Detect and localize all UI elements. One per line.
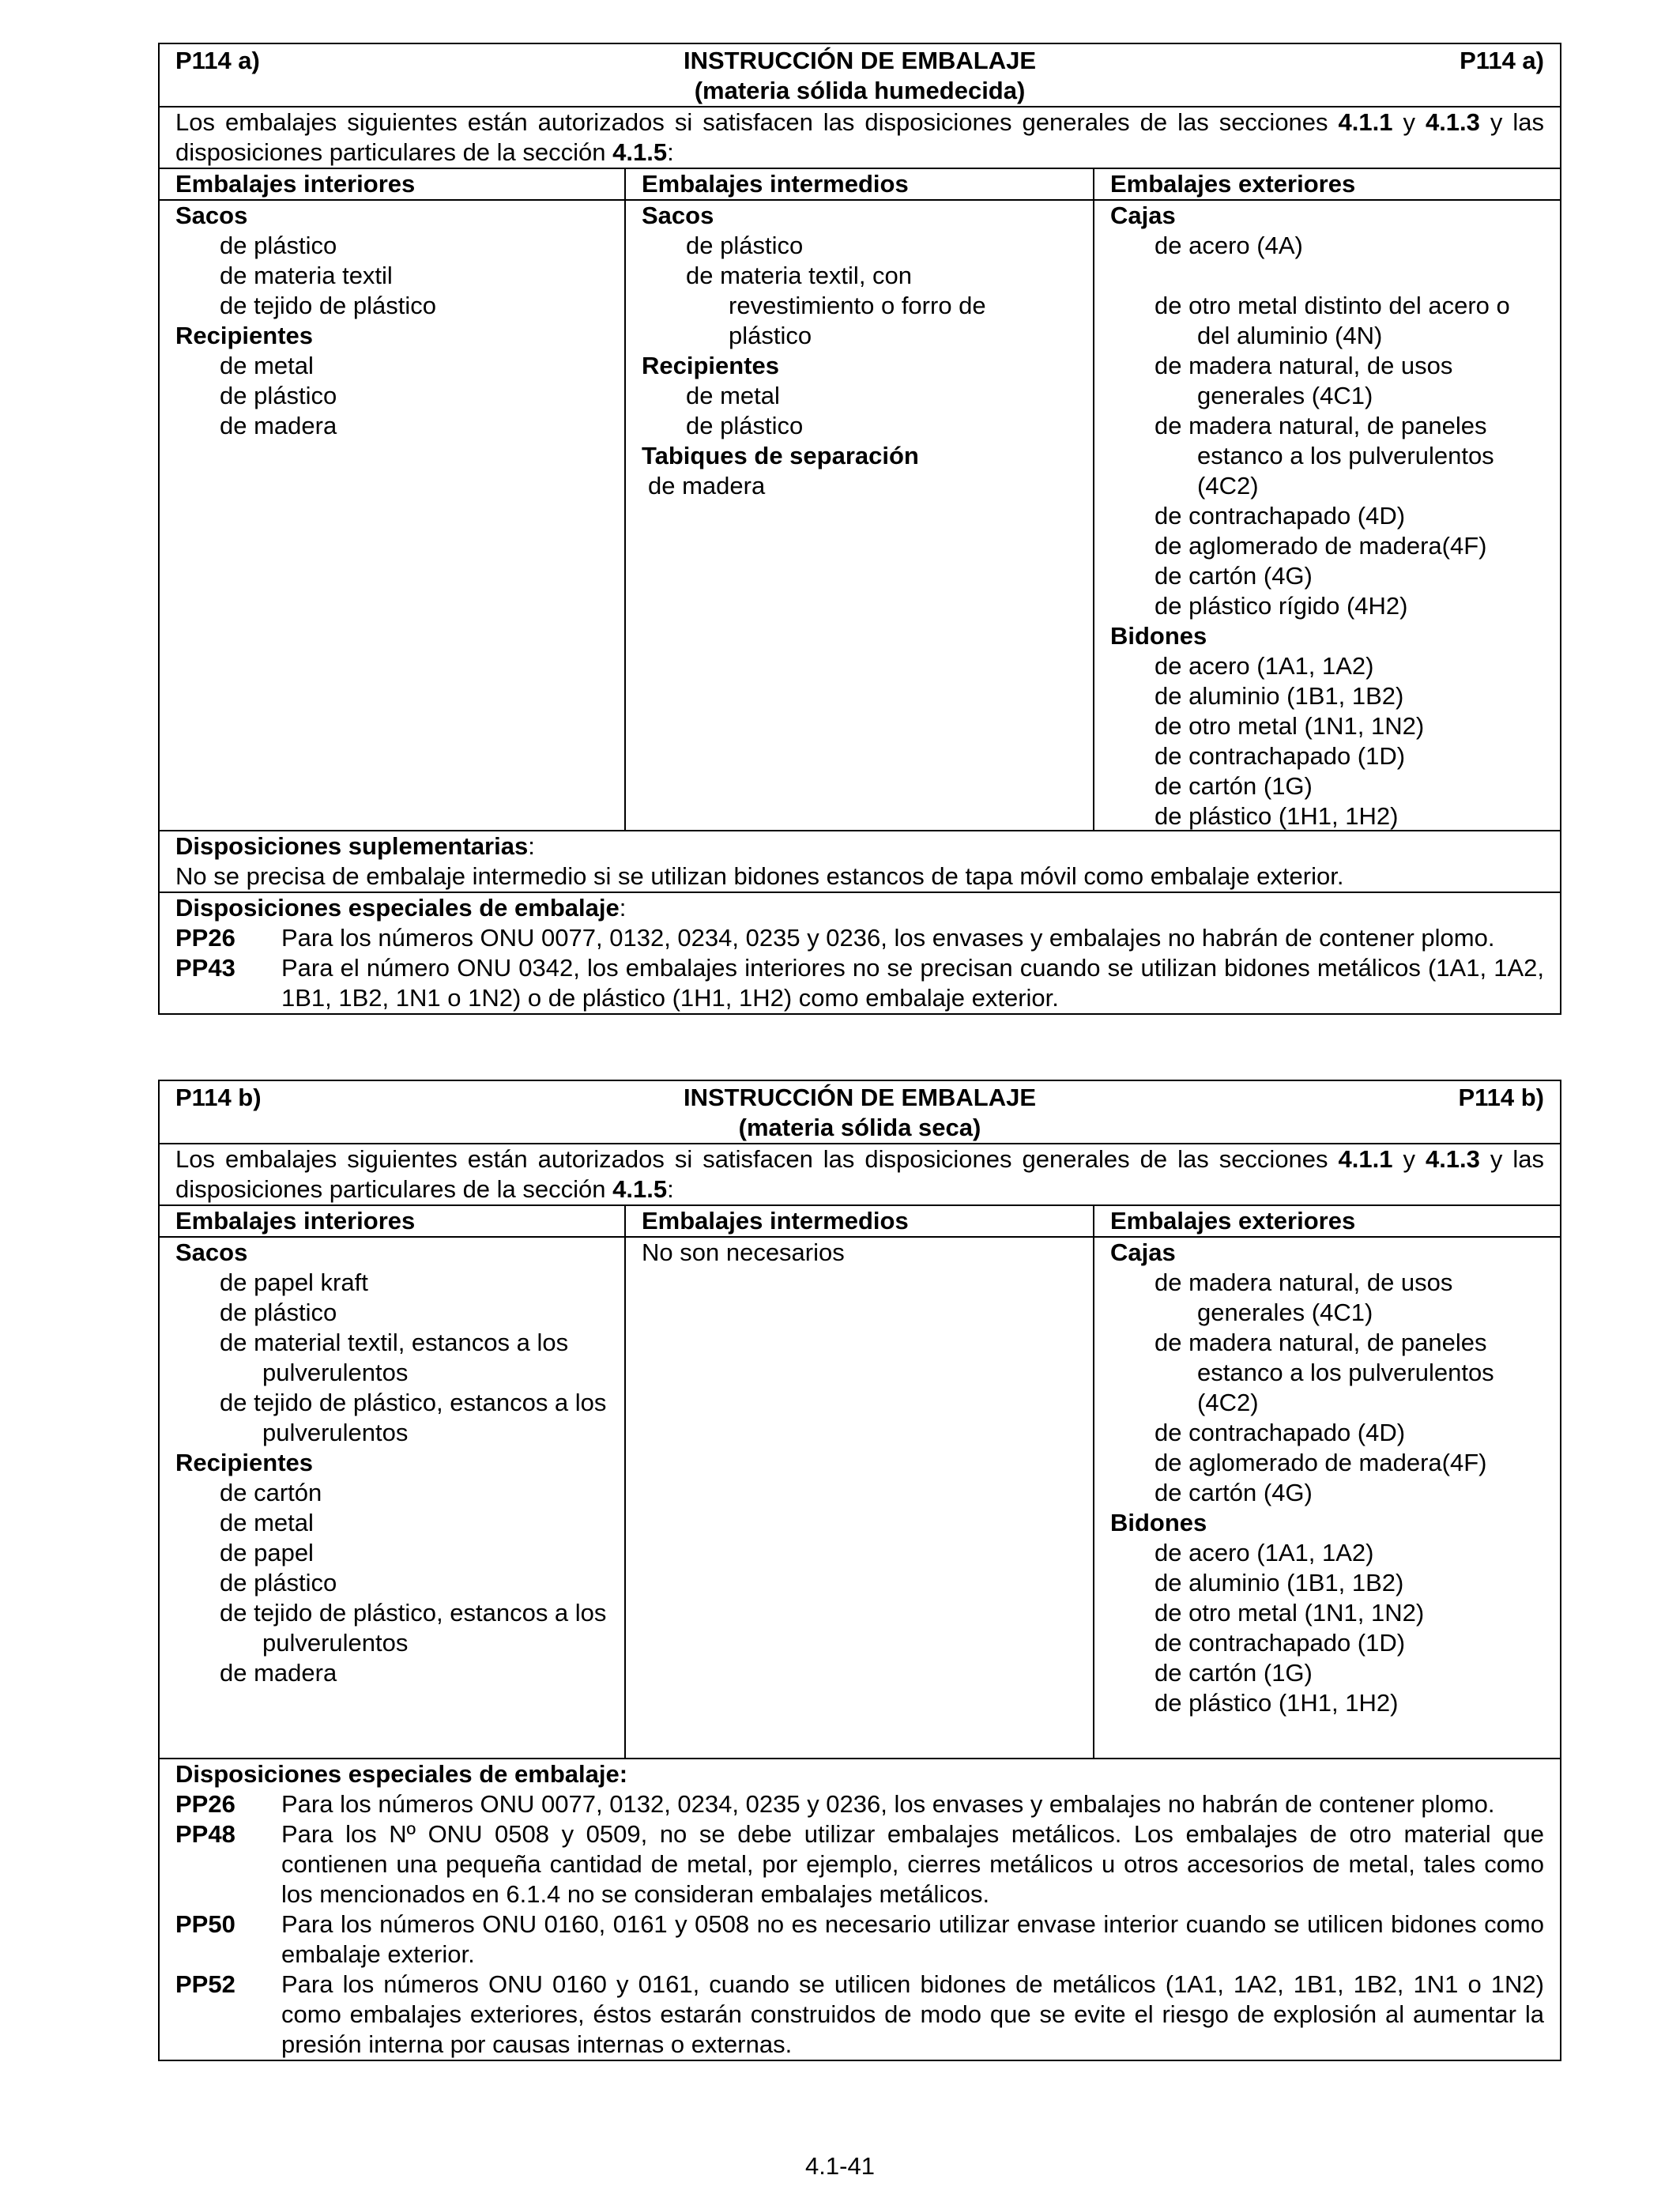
list-item: de metal (686, 382, 780, 409)
list-item: de madera (648, 472, 766, 499)
list-item-continuation: plástico (729, 322, 812, 349)
category-heading: Cajas (1110, 1238, 1176, 1266)
list-item: de papel (220, 1539, 314, 1566)
list-item: de metal (220, 1509, 314, 1536)
section-label: Disposiciones especiales de embalaje (175, 894, 620, 922)
provision-item (175, 1819, 1544, 1909)
supplementary-text: No se precisa de embalaje intermedio si se utilizan bidones estancos de tapa móvil como embalaje exterior. (175, 862, 1344, 890)
provision-text: Para los números ONU 0077, 0132, 0234, 0235 y 0236, los envases y embalajes no habrán de contener plomo. (281, 1790, 1495, 1818)
list-item: de madera (220, 1659, 337, 1687)
provision-text: Para los números ONU 0077, 0132, 0234, 0235 y 0236, los envases y embalajes no habrán de contener plomo. (281, 924, 1495, 952)
list-item: de plástico rígido (4H2) (1155, 592, 1408, 620)
intro-text: Los embalajes siguientes están autorizados si satisfacen las disposiciones generales de las secciones (175, 108, 1339, 136)
category-heading: Recipientes (175, 1449, 314, 1476)
list-item: de cartón (4G) (1155, 562, 1313, 590)
intro-paragraph (160, 1144, 1560, 1206)
packing-instruction-p114b (158, 1080, 1561, 2061)
outer-packagings (1094, 1238, 1560, 1758)
list-item: de acero (1A1, 1A2) (1155, 1539, 1374, 1566)
provision-text: Para los números ONU 0160 y 0161, cuando se utilicen bidones de metálicos (1A1, 1A2, 1B1, 1B2, 1N1 o 1N2) como embalajes exteriores, éstos estarán construidos de modo que se evite el riesgo de explosión al aumentar la presión interna por causas internas o externas. (281, 1970, 1544, 2058)
list-item: de cartón (1G) (1155, 772, 1313, 800)
section-ref: 4.1.5 (612, 138, 668, 166)
list-item: de tejido de plástico, estancos a los pulverulentos (220, 1599, 607, 1657)
category-heading: Sacos (175, 202, 248, 229)
list-item: de acero (4A) (1155, 232, 1303, 259)
list-item: de materia textil (220, 262, 393, 289)
provision-item (175, 923, 1544, 953)
provision-code: PP50 (175, 1910, 235, 1938)
list-item: de papel kraft (220, 1269, 368, 1296)
section-ref: 4.1.5 (612, 1175, 668, 1203)
instruction-header (160, 44, 1560, 107)
provision-code: PP52 (175, 1970, 235, 1998)
list-item: de madera (220, 412, 337, 439)
col-header-inner: Embalajes interiores (160, 169, 626, 199)
provision-item (175, 1909, 1544, 1970)
instruction-code-right: P114 b) (1458, 1084, 1544, 1111)
inner-packagings (160, 201, 626, 831)
label-colon: : (619, 894, 627, 922)
intro-text: y las disposiciones particulares de la sección (175, 1145, 1544, 1203)
packaging-columns (160, 1238, 1560, 1759)
intro-text: : (667, 138, 674, 166)
intro-text: y (1392, 108, 1426, 136)
section-label: Disposiciones especiales de embalaje: (175, 1760, 628, 1788)
provision-code: PP43 (175, 954, 235, 982)
list-item: de plástico (1H1, 1H2) (1155, 1689, 1399, 1717)
intermediate-packagings (626, 1238, 1094, 1758)
provision-code: PP48 (175, 1820, 235, 1848)
list-item: de plástico (220, 232, 337, 259)
col-header-outer: Embalajes exteriores (1110, 1207, 1356, 1235)
instruction-code-left: P114 a) (175, 47, 260, 74)
provision-item (175, 1789, 1544, 1819)
special-provisions (160, 893, 1560, 1013)
col-header-intermediate: Embalajes intermedios (626, 1206, 1094, 1236)
category-heading: Bidones (1110, 1509, 1207, 1536)
intro-text: Los embalajes siguientes están autorizados si satisfacen las disposiciones generales de las secciones (175, 1145, 1339, 1173)
provision-text: Para el número ONU 0342, los embalajes interiores no se precisan cuando se utilizan bidones metálicos (1A1, 1A2, 1B1, 1B2, 1N1 o 1N2) o de plástico (1H1, 1H2) como embalaje exterior. (281, 954, 1544, 1012)
supplementary-provisions (160, 831, 1560, 893)
category-heading: Recipientes (642, 352, 780, 379)
category-heading: Cajas (1110, 202, 1176, 229)
list-item: de acero (1A1, 1A2) (1155, 652, 1374, 680)
provision-text: Para los números ONU 0160, 0161 y 0508 no es necesario utilizar envase interior cuando se utilicen bidones como embalaje exterior. (281, 1910, 1544, 1968)
provision-code: PP26 (175, 924, 235, 952)
instruction-code-right: P114 a) (1460, 47, 1544, 74)
list-item: de aluminio (1B1, 1B2) (1155, 1569, 1404, 1596)
list-item: de contrachapado (1D) (1155, 742, 1406, 770)
outer-packagings (1094, 201, 1560, 831)
list-item: de metal (220, 352, 314, 379)
list-item: de aglomerado de madera(4F) (1155, 532, 1487, 560)
instruction-subtitle: (materia sólida seca) (738, 1114, 981, 1141)
list-item: de cartón (220, 1479, 322, 1506)
list-item: de otro metal (1N1, 1N2) (1155, 712, 1425, 740)
packaging-columns (160, 201, 1560, 831)
category-heading: Bidones (1110, 622, 1207, 650)
list-item: de madera natural, de usos generales (4C1) (1155, 352, 1453, 409)
provision-code: PP26 (175, 1790, 235, 1818)
provision-text: Para los Nº ONU 0508 y 0509, no se debe utilizar embalajes metálicos. Los embalajes de otro material que contienen una pequeña cantidad de metal, por ejemplo, cierres metálicos u otros accesorios de metal, tales como los mencionados en 6.1.4 no se consideran embalajes metálicos. (281, 1820, 1544, 1908)
list-item: de plástico (220, 382, 337, 409)
section-ref: 4.1.1 (1338, 1145, 1393, 1173)
category-heading: Sacos (175, 1238, 248, 1266)
intro-text: y las disposiciones particulares de la sección (175, 108, 1544, 166)
list-item: de cartón (1G) (1155, 1659, 1313, 1687)
list-item: de tejido de plástico (220, 292, 437, 319)
section-ref: 4.1.3 (1425, 108, 1480, 136)
list-item: de contrachapado (1D) (1155, 1629, 1406, 1657)
list-item: de otro metal (1N1, 1N2) (1155, 1599, 1425, 1627)
list-item: de material textil, estancos a los pulverulentos (220, 1329, 569, 1386)
col-header-inner: Embalajes interiores (160, 1206, 626, 1236)
section-ref: 4.1.1 (1338, 108, 1393, 136)
instruction-header (160, 1081, 1560, 1144)
column-headers (160, 1206, 1560, 1238)
instruction-subtitle: (materia sólida humedecida) (694, 77, 1026, 104)
list-item: de materia textil, con (686, 262, 913, 289)
special-provisions (160, 1759, 1560, 2060)
list-item: de aglomerado de madera(4F) (1155, 1449, 1487, 1476)
list-item: de otro metal distinto del acero o del aluminio (4N) (1155, 292, 1510, 349)
list-item: de plástico (686, 412, 804, 439)
category-heading: Tabiques de separación (642, 442, 919, 469)
col-header-intermediate: Embalajes intermedios (626, 169, 1094, 199)
list-item: de aluminio (1B1, 1B2) (1155, 682, 1404, 710)
instruction-title: INSTRUCCIÓN DE EMBALAJE (683, 47, 1037, 74)
list-item: de plástico (1H1, 1H2) (1155, 802, 1399, 830)
list-item: de cartón (4G) (1155, 1479, 1313, 1506)
category-heading: Recipientes (175, 322, 314, 349)
instruction-code-left: P114 b) (175, 1084, 262, 1111)
list-item: de madera natural, de paneles estanco a los pulverulentos (4C2) (1155, 412, 1494, 499)
section-ref: 4.1.3 (1425, 1145, 1480, 1173)
category-heading: Sacos (642, 202, 714, 229)
list-item: de madera natural, de paneles estanco a los pulverulentos (4C2) (1155, 1329, 1494, 1416)
col-header-outer: Embalajes exteriores (1110, 170, 1356, 198)
page-number: 4.1-41 (805, 2152, 875, 2180)
list-item: de contrachapado (4D) (1155, 502, 1406, 530)
list-item: de plástico (220, 1299, 337, 1326)
column-headers (160, 169, 1560, 201)
list-item: de contrachapado (4D) (1155, 1419, 1406, 1446)
provision-item (175, 953, 1544, 1013)
intermediate-packagings (626, 201, 1094, 831)
list-item: de tejido de plástico, estancos a los pulverulentos (220, 1389, 607, 1446)
intro-text: y (1392, 1145, 1426, 1173)
list-item: de plástico (686, 232, 804, 259)
list-item: de madera natural, de usos generales (4C1) (1155, 1269, 1453, 1326)
list-item-continuation: revestimiento o forro de (729, 292, 986, 319)
list-item: de plástico (220, 1569, 337, 1596)
intro-text: : (667, 1175, 674, 1203)
inner-packagings (160, 1238, 626, 1758)
label-colon: : (528, 832, 535, 860)
section-label: Disposiciones suplementarias (175, 832, 529, 860)
provision-item (175, 1970, 1544, 2060)
intro-paragraph (160, 107, 1560, 169)
packing-instruction-p114a (158, 43, 1561, 1015)
instruction-title: INSTRUCCIÓN DE EMBALAJE (683, 1084, 1037, 1111)
intermediate-note: No son necesarios (642, 1238, 845, 1266)
